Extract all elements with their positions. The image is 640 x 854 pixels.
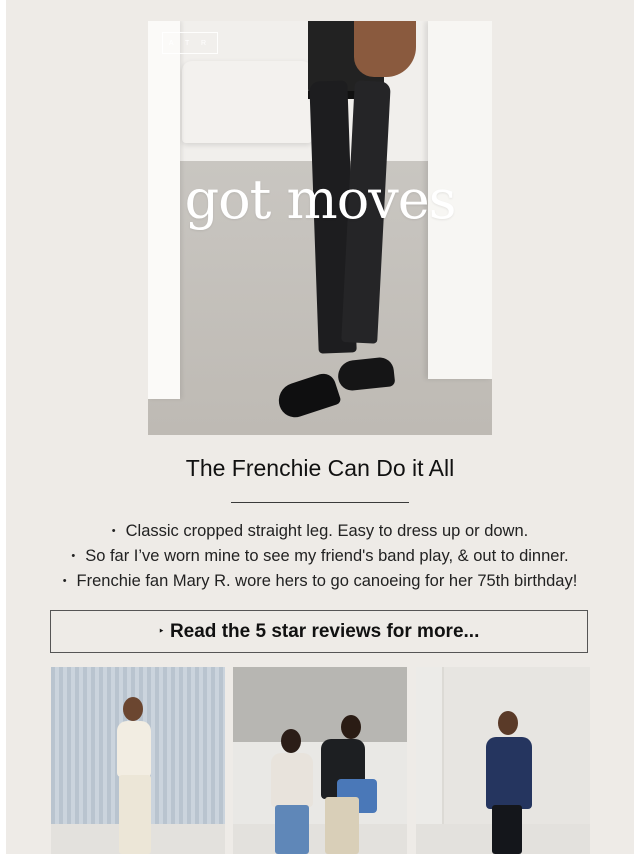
model-head — [281, 729, 301, 753]
list-item-text: Frenchie fan Mary R. wore hers to go canoeing for her 75th birthday! — [76, 572, 578, 590]
list-item — [6, 544, 634, 569]
read-reviews-button[interactable] — [50, 610, 588, 653]
model-head — [498, 711, 518, 735]
bullet-icon: • — [71, 550, 76, 562]
model-top — [117, 721, 151, 777]
hero-loafer — [337, 356, 396, 392]
hero-headline: got moves — [184, 168, 456, 231]
feature-list — [6, 519, 634, 594]
hero-model-arm — [354, 21, 416, 77]
list-item — [6, 569, 634, 594]
model-pants — [492, 805, 522, 854]
model-sweater — [271, 753, 313, 807]
model-head — [123, 697, 143, 721]
title-divider — [231, 502, 409, 503]
read-reviews-label: Read the 5 star reviews for more... — [169, 620, 480, 642]
model-head — [341, 715, 361, 739]
list-item — [6, 519, 634, 544]
section-title: The Frenchie Can Do it All — [185, 455, 455, 481]
model-pants — [119, 775, 151, 854]
brand-logo: A T R — [162, 32, 218, 54]
product-image-3[interactable] — [416, 667, 590, 854]
bullet-icon: • — [111, 525, 116, 537]
model-jeans — [275, 805, 309, 854]
hero-sofa — [182, 61, 312, 143]
hero-image[interactable] — [148, 21, 492, 435]
bullet-icon: • — [62, 575, 67, 587]
email-body — [6, 0, 634, 854]
product-image-2[interactable] — [233, 667, 407, 854]
model-blazer — [486, 737, 532, 809]
model-pants — [325, 797, 359, 854]
play-arrow-icon: ‣ — [158, 626, 164, 636]
list-item-text: Classic cropped straight leg. Easy to dress up or down. — [125, 522, 529, 540]
tile-floor — [233, 824, 407, 854]
product-image-1[interactable] — [51, 667, 225, 854]
list-item-text: So far I’ve worn mine to see my friend's band play, & out to dinner. — [85, 547, 569, 565]
